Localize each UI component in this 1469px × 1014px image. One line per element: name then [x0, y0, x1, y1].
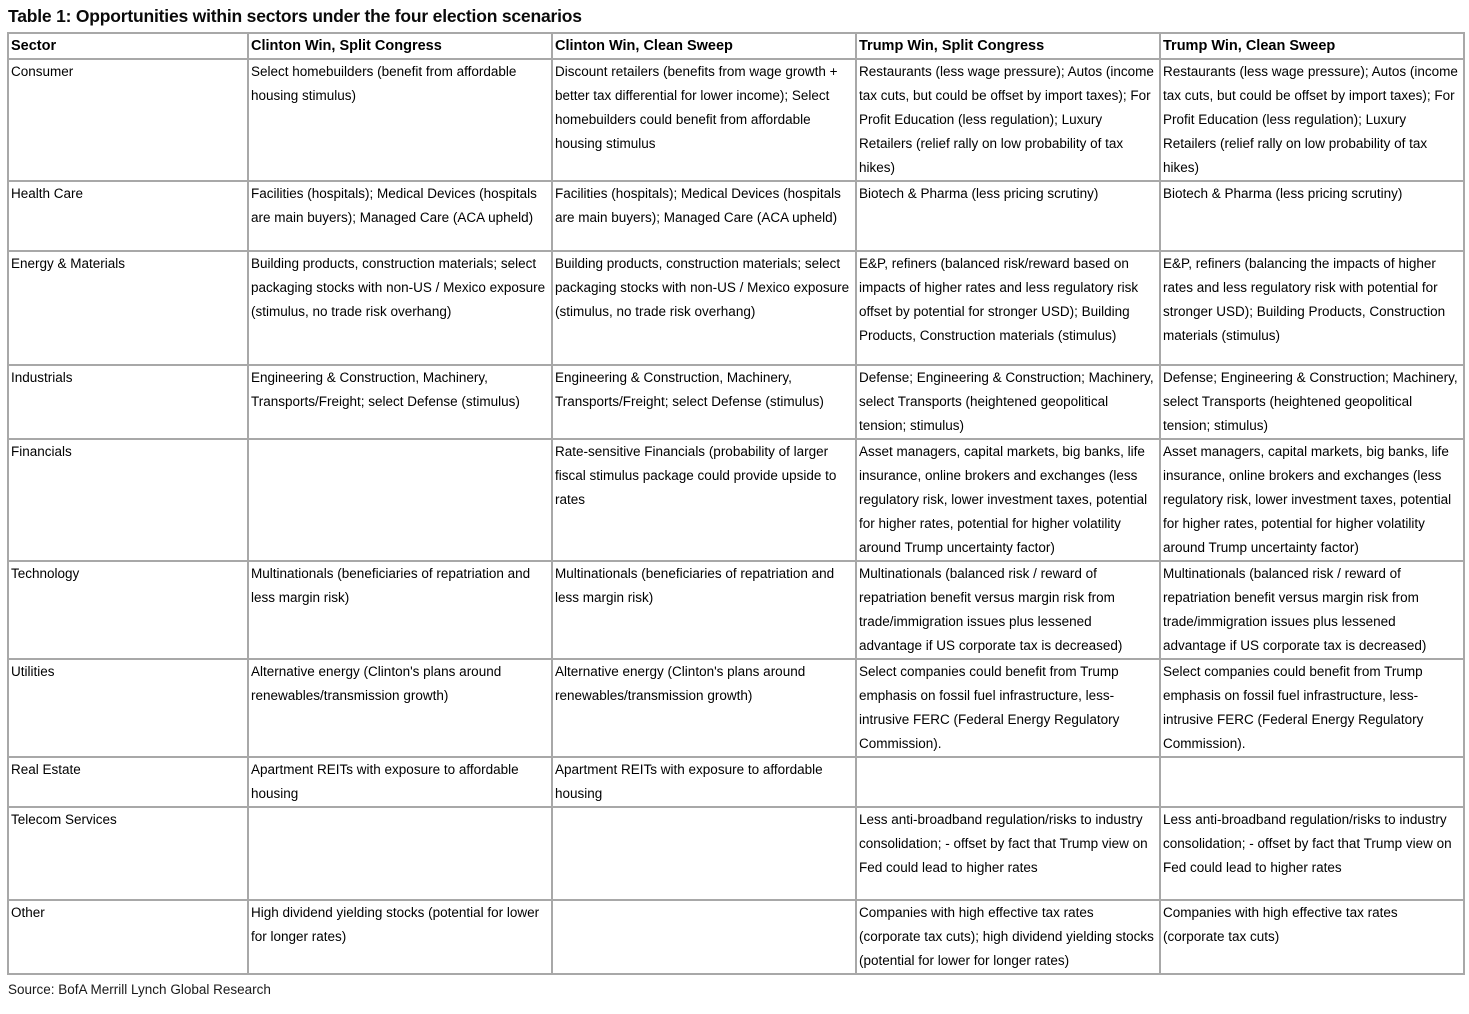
election-scenarios-table — [7, 32, 1465, 975]
column-header-clinton-split: Clinton Win, Split Congress — [248, 33, 552, 59]
table-cell: Alternative energy (Clinton's plans around renewables/transmission growth) — [552, 659, 856, 757]
sector-cell: Health Care — [8, 181, 248, 251]
table-title: Table 1: Opportunities within sectors under the four election scenarios — [8, 6, 582, 26]
table-cell: Facilities (hospitals); Medical Devices (hospitals are main buyers); Managed Care (ACA upheld) — [552, 181, 856, 251]
table-cell: High dividend yielding stocks (potential for lower for longer rates) — [248, 900, 552, 974]
table-row-financials — [8, 439, 1464, 561]
sector-cell: Consumer — [8, 59, 248, 181]
table-cell: Biotech & Pharma (less pricing scrutiny) — [1160, 181, 1464, 251]
table-cell: Multinationals (balanced risk / reward of repatriation benefit versus margin risk from trade/immigration issues plus lessened advantage if US corporate tax is decreased) — [1160, 561, 1464, 659]
table-cell — [552, 900, 856, 974]
table-row-industrials — [8, 365, 1464, 439]
table-cell: Less anti-broadband regulation/risks to industry consolidation; - offset by fact that Trump view on Fed could lead to higher rates — [1160, 807, 1464, 900]
table-cell: Building products, construction materials; select packaging stocks with non-US / Mexico exposure (stimulus, no trade risk overhang) — [248, 251, 552, 365]
column-header-sector: Sector — [8, 33, 248, 59]
column-header-clinton-sweep: Clinton Win, Clean Sweep — [552, 33, 856, 59]
table-row-health-care — [8, 181, 1464, 251]
table-row-other — [8, 900, 1464, 974]
table-cell: Apartment REITs with exposure to affordable housing — [248, 757, 552, 807]
table-cell — [1160, 757, 1464, 807]
table-cell — [248, 439, 552, 561]
table-cell: Companies with high effective tax rates (corporate tax cuts); high dividend yielding stocks (potential for lower for longer rates) — [856, 900, 1160, 974]
table-cell: Select homebuilders (benefit from affordable housing stimulus) — [248, 59, 552, 181]
table-cell — [856, 757, 1160, 807]
sector-cell: Energy & Materials — [8, 251, 248, 365]
table-row-consumer — [8, 59, 1464, 181]
table-cell: Less anti-broadband regulation/risks to industry consolidation; - offset by fact that Trump view on Fed could lead to higher rates — [856, 807, 1160, 900]
table-row-technology — [8, 561, 1464, 659]
table-row-energy-materials — [8, 251, 1464, 365]
table-cell: Restaurants (less wage pressure); Autos (income tax cuts, but could be offset by import taxes); For Profit Education (less regulation); Luxury Retailers (relief rally on low probability of tax hikes) — [856, 59, 1160, 181]
table-cell: E&P, refiners (balancing the impacts of higher rates and less regulatory risk with potential for stronger USD); Building Products, Construction materials (stimulus) — [1160, 251, 1464, 365]
table-cell: Select companies could benefit from Trump emphasis on fossil fuel infrastructure, less-intrusive FERC (Federal Energy Regulatory Commission). — [1160, 659, 1464, 757]
table-cell: Apartment REITs with exposure to affordable housing — [552, 757, 856, 807]
sector-cell: Telecom Services — [8, 807, 248, 900]
table-cell: Biotech & Pharma (less pricing scrutiny) — [856, 181, 1160, 251]
table-row-telecom-services — [8, 807, 1464, 900]
table-cell: Multinationals (beneficiaries of repatriation and less margin risk) — [552, 561, 856, 659]
table-cell: Defense; Engineering & Construction; Machinery, select Transports (heightened geopolitical tension; stimulus) — [1160, 365, 1464, 439]
table-cell: Rate-sensitive Financials (probability of larger fiscal stimulus package could provide upside to rates — [552, 439, 856, 561]
source-note: Source: BofA Merrill Lynch Global Research — [8, 982, 271, 997]
column-header-trump-sweep: Trump Win, Clean Sweep — [1160, 33, 1464, 59]
table-cell: Restaurants (less wage pressure); Autos (income tax cuts, but could be offset by import taxes); For Profit Education (less regulation); Luxury Retailers (relief rally on low probability of tax hikes) — [1160, 59, 1464, 181]
table-cell — [248, 807, 552, 900]
table-cell: Select companies could benefit from Trump emphasis on fossil fuel infrastructure, less-intrusive FERC (Federal Energy Regulatory Commission). — [856, 659, 1160, 757]
table-cell: Asset managers, capital markets, big banks, life insurance, online brokers and exchanges (less regulatory risk, lower investment taxes, potential for higher rates, potential for higher volatility around Trump uncertainty factor) — [1160, 439, 1464, 561]
sector-cell: Industrials — [8, 365, 248, 439]
table-cell: Alternative energy (Clinton's plans around renewables/transmission growth) — [248, 659, 552, 757]
sector-cell: Other — [8, 900, 248, 974]
sector-cell: Utilities — [8, 659, 248, 757]
table-cell: Defense; Engineering & Construction; Machinery, select Transports (heightened geopolitical tension; stimulus) — [856, 365, 1160, 439]
table-cell — [552, 807, 856, 900]
table-cell: Facilities (hospitals); Medical Devices (hospitals are main buyers); Managed Care (ACA upheld) — [248, 181, 552, 251]
table-cell: Asset managers, capital markets, big banks, life insurance, online brokers and exchanges (less regulatory risk, lower investment taxes, potential for higher rates, potential for higher volatility around Trump uncertainty factor) — [856, 439, 1160, 561]
table-row-utilities — [8, 659, 1464, 757]
table-cell: Building products, construction materials; select packaging stocks with non-US / Mexico exposure (stimulus, no trade risk overhang) — [552, 251, 856, 365]
table-cell: Discount retailers (benefits from wage growth + better tax differential for lower income); Select homebuilders could benefit from affordable housing stimulus — [552, 59, 856, 181]
table-cell: Engineering & Construction, Machinery, Transports/Freight; select Defense (stimulus) — [552, 365, 856, 439]
sector-cell: Technology — [8, 561, 248, 659]
sector-cell: Financials — [8, 439, 248, 561]
table-cell: Companies with high effective tax rates (corporate tax cuts) — [1160, 900, 1464, 974]
table-cell: Multinationals (beneficiaries of repatriation and less margin risk) — [248, 561, 552, 659]
column-header-trump-split: Trump Win, Split Congress — [856, 33, 1160, 59]
table-cell: E&P, refiners (balanced risk/reward based on impacts of higher rates and less regulatory risk offset by potential for stronger USD); Building Products, Construction materials (stimulus) — [856, 251, 1160, 365]
table-row-real-estate — [8, 757, 1464, 807]
header-row — [8, 33, 1464, 59]
sector-cell: Real Estate — [8, 757, 248, 807]
table-cell: Engineering & Construction, Machinery, Transports/Freight; select Defense (stimulus) — [248, 365, 552, 439]
table-cell: Multinationals (balanced risk / reward of repatriation benefit versus margin risk from trade/immigration issues plus lessened advantage if US corporate tax is decreased) — [856, 561, 1160, 659]
